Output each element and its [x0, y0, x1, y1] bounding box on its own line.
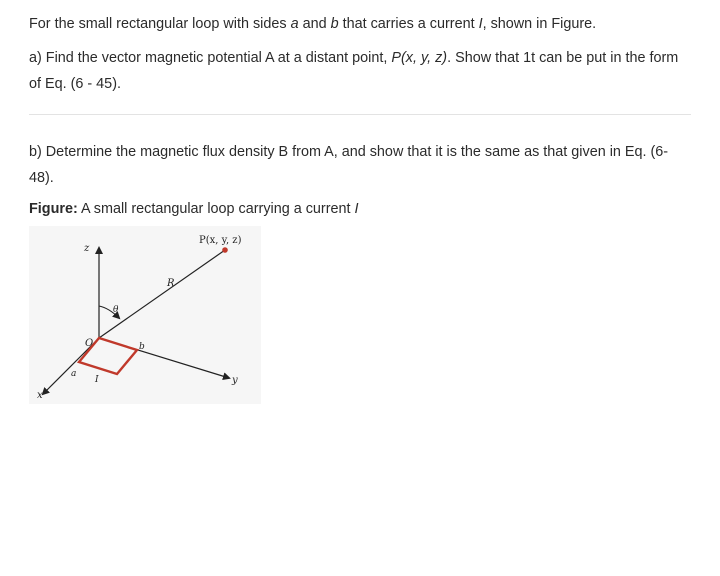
- theta-label: θ: [113, 305, 119, 315]
- intro-paragraph: [29, 11, 691, 37]
- figure-caption-label: Figure:: [29, 201, 78, 217]
- y-axis-label: y: [232, 375, 238, 386]
- loop-figure: [29, 226, 261, 404]
- figure-caption-current: I: [354, 201, 359, 217]
- point-p-marker: [222, 247, 228, 253]
- part-a-point: P(x, y, z): [391, 50, 448, 66]
- intro-text-3: that carries a current: [338, 16, 479, 32]
- section-divider: [29, 114, 691, 115]
- figure-caption: [29, 196, 691, 222]
- side-a-label: a: [71, 369, 77, 379]
- intro-side-a: a: [290, 16, 299, 32]
- part-a-text-1: a) Find the vector magnetic potential A at a distant point,: [29, 50, 392, 66]
- current-label: I: [95, 375, 99, 385]
- intro-text-4: , shown in Figure.: [482, 16, 597, 32]
- intro-text-2: and: [298, 16, 331, 32]
- r-label: R: [167, 278, 175, 289]
- origin-label: O: [85, 338, 94, 349]
- part-b-paragraph: b) Determine the magnetic flux density B from A, and show that it is the same as that given in Eq. (6-48).: [29, 144, 669, 186]
- loop-diagram: [29, 226, 261, 404]
- intro-text-1: For the small rectangular loop with sides: [29, 16, 291, 32]
- intro-current: I: [478, 16, 483, 32]
- z-axis-label: z: [84, 243, 90, 254]
- figure-caption-text: A small rectangular loop carrying a current: [77, 201, 355, 217]
- part-a-paragraph: [29, 45, 691, 97]
- part-a-text-2: . Show that 1t can be put in the form of Eq. (6 - 45).: [29, 50, 679, 92]
- intro-side-b: b: [330, 16, 339, 32]
- x-axis-label: x: [37, 390, 43, 401]
- side-b-label: b: [139, 342, 145, 352]
- point-p-label: P(x, y, z): [199, 235, 242, 246]
